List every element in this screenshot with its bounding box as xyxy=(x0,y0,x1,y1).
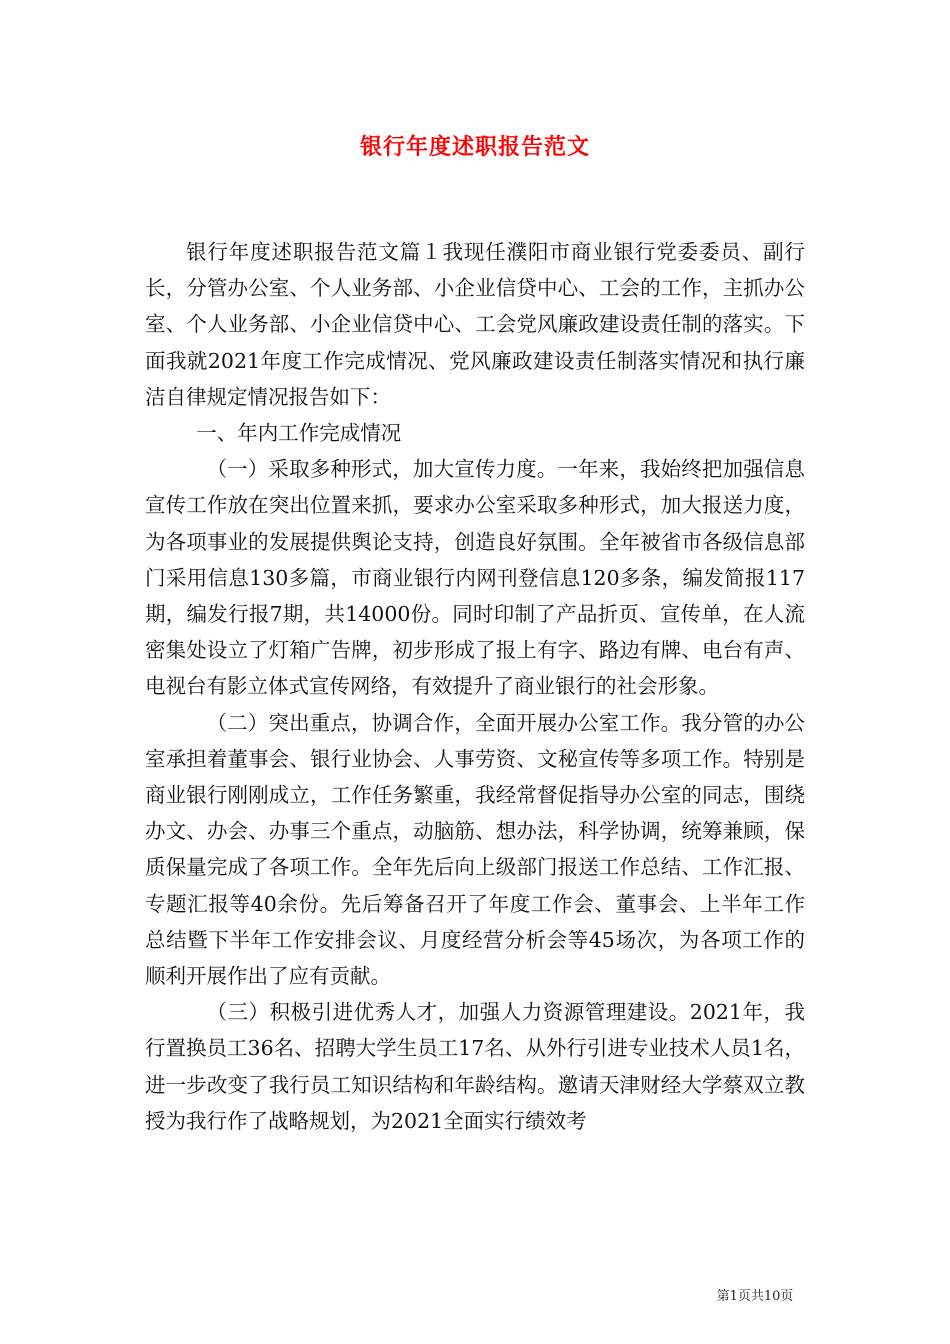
page-footer xyxy=(0,1285,950,1304)
subsection-paragraph-2: （二）突出重点，协调合作，全面开展办公室工作。我分管的办公室承担着董事会、银行业协会、人事劳资、文秘宣传等多项工作。特别是商业银行刚刚成立，工作任务繁重，我经常督促指导办公室的同志，围绕办文、办会、办事三个重点，动脑筋、想办法，科学协调，统筹兼顾，保质保量完成了各项工作。全年先后向上级部门报送工作总结、工作汇报、专题汇报等40余份。先后筹备召开了年度工作会、董事会、上半年工作总结暨下半年工作安排会议、月度经营分析会等45场次，为各项工作的顺利开展作出了应有贡献。 xyxy=(145,710,805,989)
intro-paragraph: 银行年度述职报告范文篇１我现任濮阳市商业银行党委委员、副行长，分管办公室、个人业务部、小企业信贷中心、工会的工作，主抓办公室、个人业务部、小企业信贷中心、工会党风廉政建设责任制的落实。下面我就2021年度工作完成情况、党风廉政建设责任制落实情况和执行廉洁自律规定情况报告如下： xyxy=(145,240,805,409)
subsection-paragraph-3: （三）积极引进优秀人才，加强人力资源管理建设。2021年，我行置换员工36名、招聘大学生员工17名、从外行引进专业技术人员1名，进一步改变了我行员工知识结构和年龄结构。邀请天津财经大学蔡双立教授为我行作了战略规划，为2021全面实行绩效考 xyxy=(145,1000,805,1133)
document-body xyxy=(145,234,805,1139)
subsection-paragraph-1: （一）采取多种形式，加大宣传力度。一年来，我始终把加强信息宣传工作放在突出位置来抓，要求办公室采取多种形式，加大报送力度，为各项事业的发展提供舆论支持，创造良好氛围。全年被省市各级信息部门采用信息130多篇，市商业银行内网刊登信息120多条，编发简报117期，编发行报7期，共14000份。同时印制了产品折页、宣传单，在人流密集处设立了灯箱广告牌，初步形成了报上有字、路边有牌、电台有声、电视台有影立体式宣传网络，有效提升了商业银行的社会形象。 xyxy=(145,457,805,699)
document-title: 银行年度述职报告范文 xyxy=(359,134,590,160)
section-heading: 一、年内工作完成情况 xyxy=(196,421,402,446)
page-number: 第1页共10页 xyxy=(716,1289,794,1304)
